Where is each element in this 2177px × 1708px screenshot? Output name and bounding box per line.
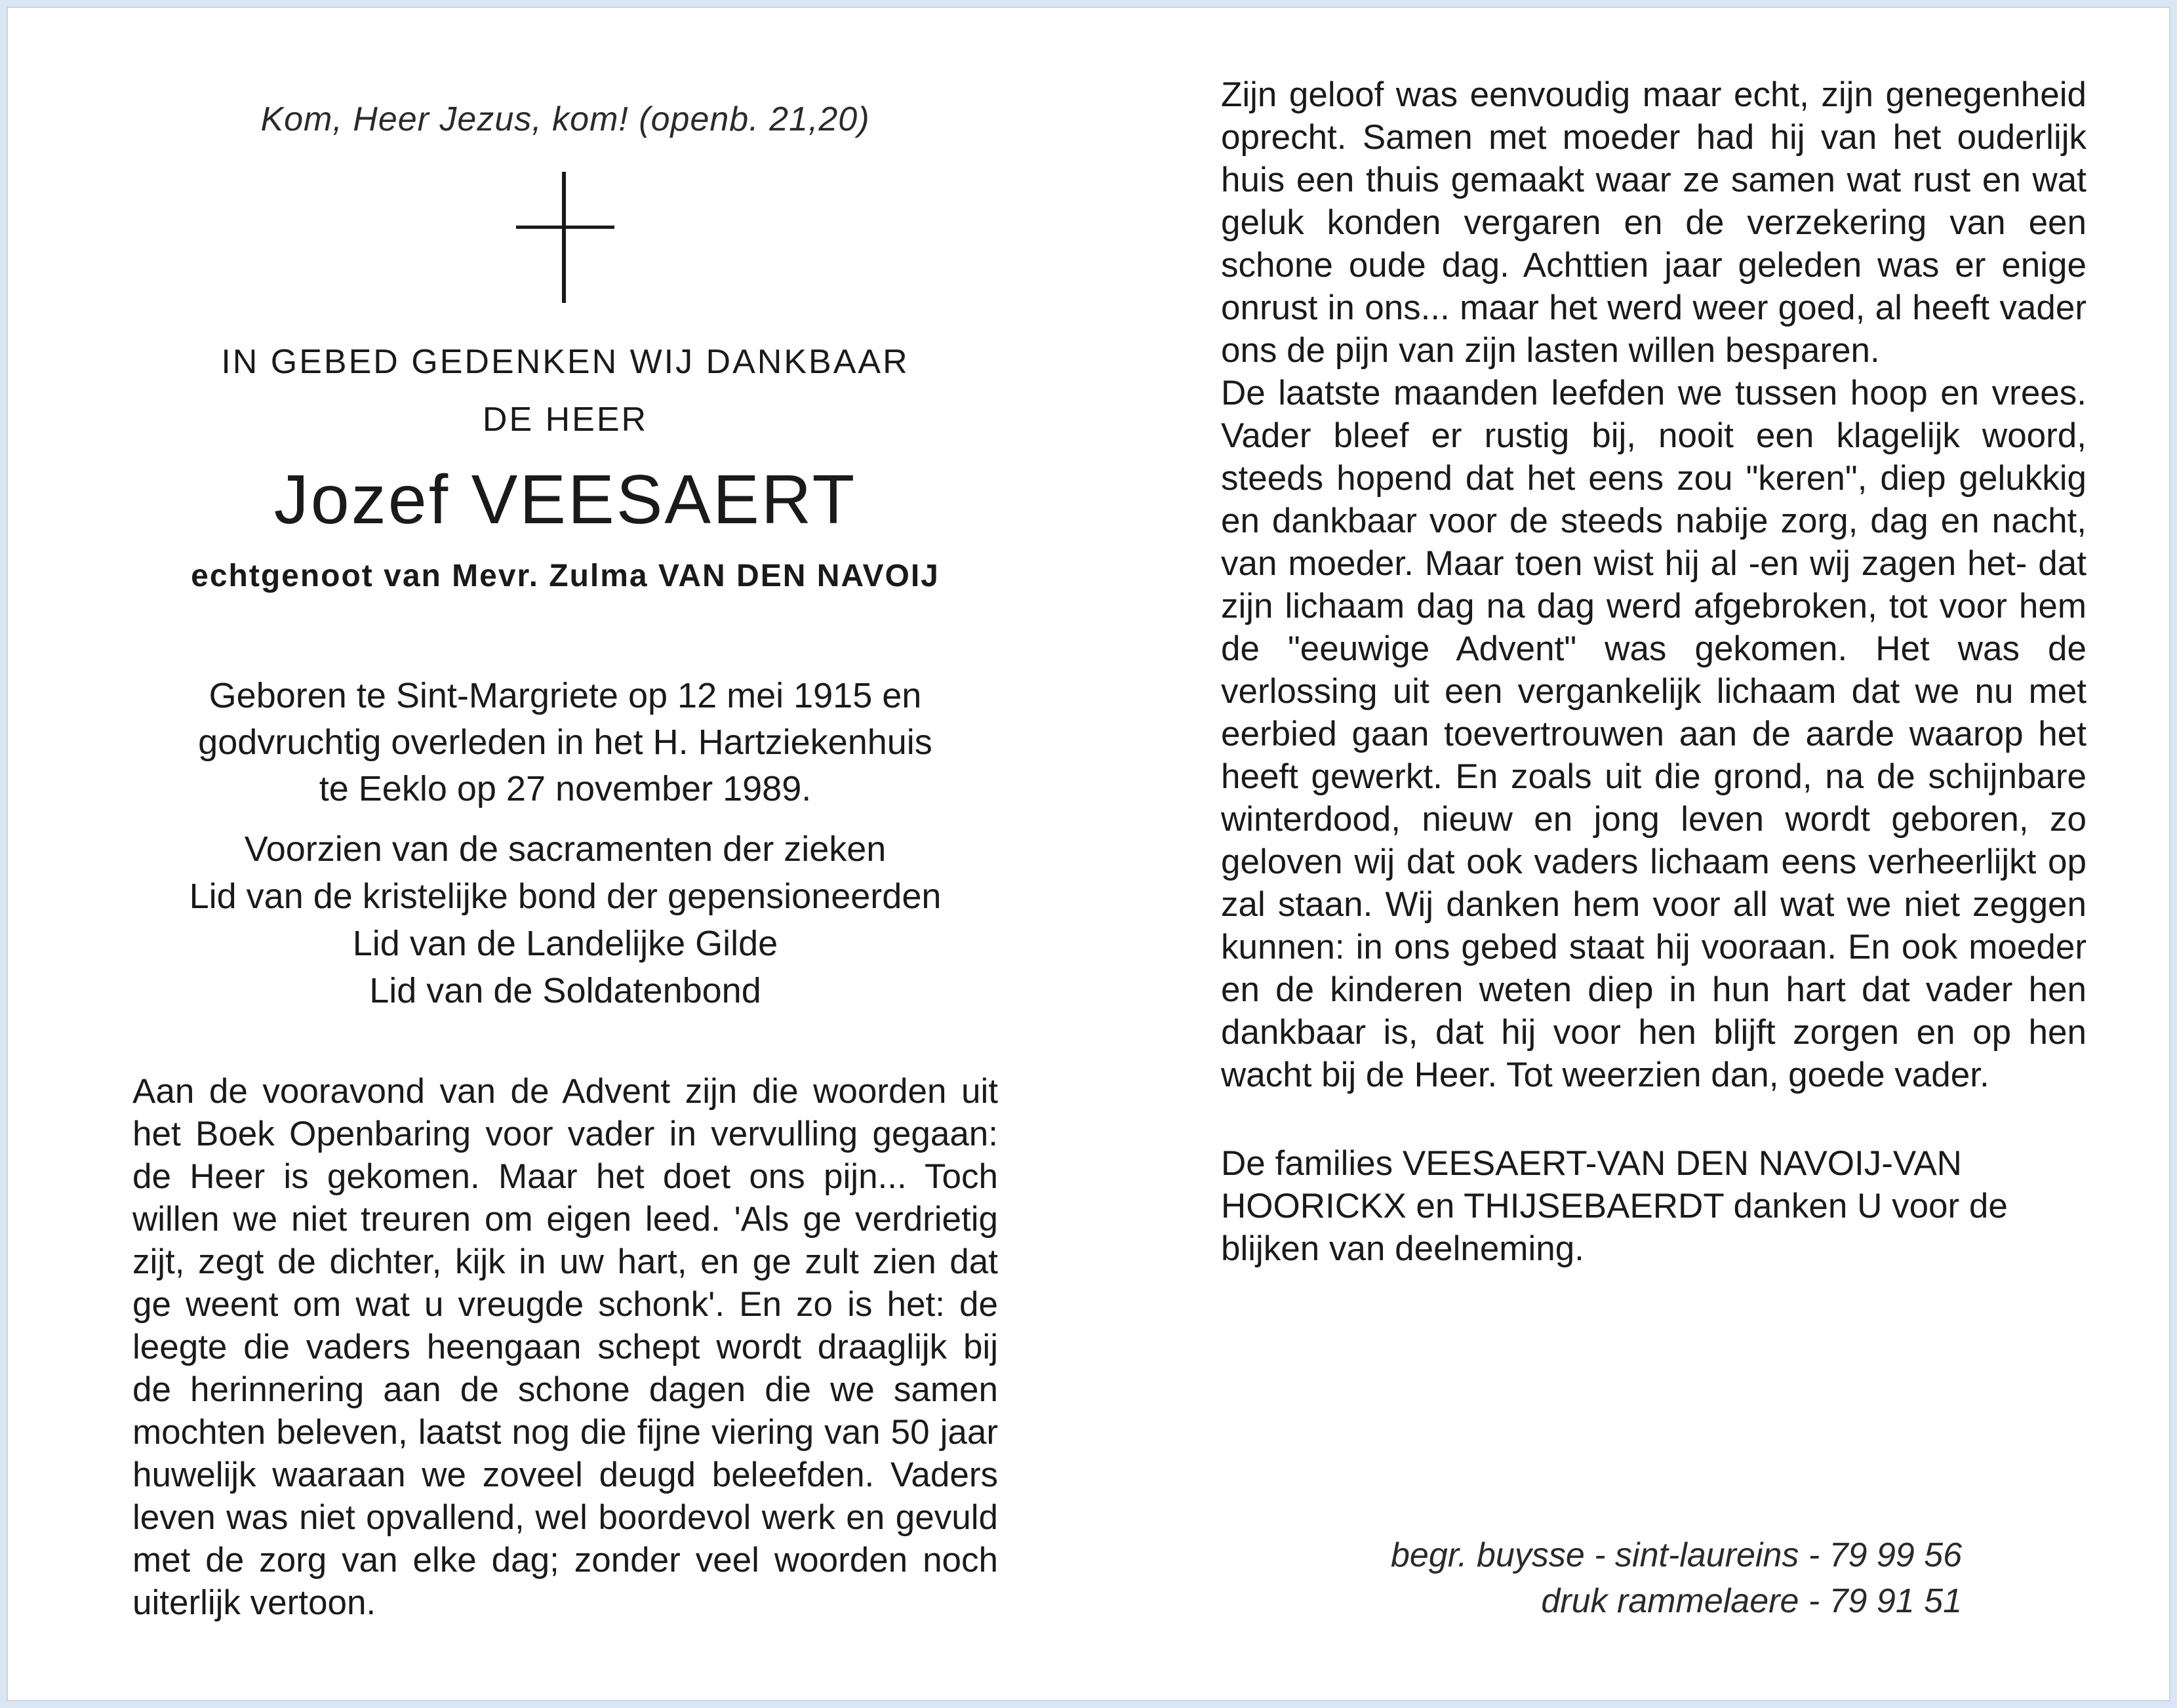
membership-item: Voorzien van de sacramenten der zieken xyxy=(244,829,887,869)
eulogy-paragraph: Zijn geloof was eenvoudig maar echt, zijn genegenheid oprecht. Samen met moeder had hij van het ouderlijk huis een thuis gemaakt waar ze samen wat rust en wat geluk konden vergaren en de verzekering van een schone oude dag. Achttien jaar geleden was er enige onrust in ons... maar het werd weer goed, al heeft vader ons de pijn van zijn lasten willen besparen. xyxy=(1221,75,2087,370)
print-line: druk rammelaere - 79 91 51 xyxy=(1541,1582,1962,1620)
right-column xyxy=(1221,73,2087,1270)
remembrance-heading: IN GEBED GEDENKEN WIJ DANKBAAR xyxy=(221,343,909,381)
undertaker-line: begr. buysse - sint-laureins - 79 99 56 xyxy=(1391,1536,1962,1574)
honorific: DE HEER xyxy=(482,401,649,439)
eulogy-paragraph: De laatste maanden leefden we tussen hoop en vrees. Vader bleef er rustig bij, nooit een klagelijk woord, steeds hopend dat het eens zou "keren", diep gelukkig en dankbaar voor de steeds nabije zorg, dag en nacht, van moeder. Maar toen wist hij al -en wij zagen het- dat zijn lichaam dag na dag werd afgebroken, tot voor hem de "eeuwige Advent" was gekomen. Het was de verlossing uit een vergankelijk lichaam dat we nu met eerbied gaan toevertrouwen aan de aarde waarop het heeft gewerkt. En zoals uit die grond, na de schijnbare winterdood, nieuw en jong leven wordt geboren, zo geloven wij dat ook vaders lichaam eens verheerlijkt op zal staan. Wij danken hem voor all wat we niet zeggen kunnen: in ons gebed staat hij vooraan. En ook moeder en de kinderen weten diep in hun hart dat vader hen dankbaar is, dat hij voor hen blijft zorgen en op hen wacht bij de Heer. Tot weerzien dan, goede vader. xyxy=(1221,374,2087,1094)
membership-item: Lid van de Soldatenbond xyxy=(369,970,761,1010)
membership-item: Lid van de kristelijke bond der gepensioneerden xyxy=(189,876,942,916)
birth-line: Geboren te Sint-Margriete op 12 mei 1915 en xyxy=(209,675,922,715)
biography xyxy=(132,673,998,812)
deceased-name: Jozef VEESAERT xyxy=(273,461,857,538)
left-column xyxy=(132,100,998,1624)
membership-item: Lid van de Landelijke Gilde xyxy=(352,923,778,963)
place-date-line: te Eeklo op 27 november 1989. xyxy=(319,768,812,808)
eulogy-right xyxy=(1221,73,2087,1096)
cross-icon xyxy=(516,172,614,303)
memberships xyxy=(132,825,998,1014)
scripture-quote: Kom, Heer Jezus, kom! (openb. 21,20) xyxy=(260,100,870,138)
memorial-card xyxy=(7,7,2170,1701)
families-thanks: De families VEESAERT-VAN DEN NAVOIJ-VAN HOORICKX en THIJSEBAERDT danken U voor de blijken van deelneming. xyxy=(1221,1144,2008,1268)
death-line: godvruchtig overleden in het H. Hartziekenhuis xyxy=(198,722,932,762)
printer-info xyxy=(1221,1532,1962,1624)
spouse-line: echtgenoot van Mevr. Zulma VAN DEN NAVOIJ xyxy=(191,558,940,593)
eulogy-left: Aan de vooravond van de Advent zijn die woorden uit het Boek Openbaring voor vader in vervulling gegaan: de Heer is gekomen. Maar het doet ons pijn... Toch willen we niet treuren om eigen leed. 'Als ge verdrietig zijt, zegt de dichter, kijk in uw hart, en ge zult zien dat ge weent om wat u vreugde schonk'. En zo is het: de leegte die vaders heengaan schept wordt draaglijk bij de herinnering aan de schone dagen die we samen mochten beleven, laatst nog die fijne viering van 50 jaar huwelijk waaraan we zoveel deugd beleefden. Vaders leven was niet opvallend, wel boordevol werk en gevuld met de zorg van elke dag; zonder veel woorden noch uiterlijk vertoon. xyxy=(132,1071,998,1622)
